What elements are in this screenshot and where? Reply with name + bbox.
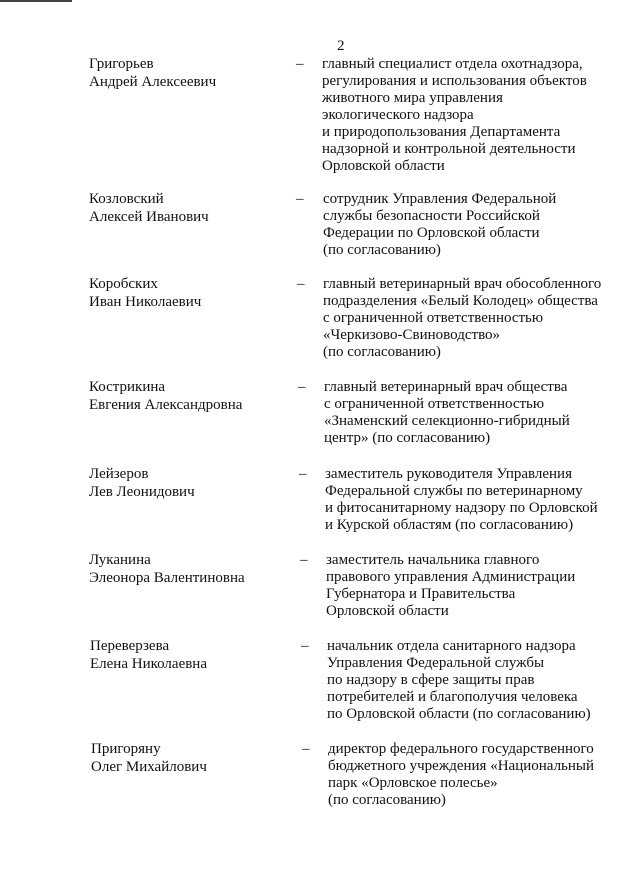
member-name: Пригоряну Олег Михайлович [91,741,207,775]
member-role: сотрудник Управления Федеральной службы безопасности Российской Федерации по Орловской области (по согласованию) [323,191,557,258]
member-name: Переверзева Елена Николаевна [90,638,207,672]
dash-separator: – [298,379,306,395]
member-role: главный ветеринарный врач обособленного подразделения «Белый Колодец» общества с ограниченной ответственностью «Черкизово-Свиноводство» (по согласованию) [323,276,602,360]
member-role: заместитель начальника главного правового управления Администрации Губернатора и Правительства Орловской области [326,552,576,619]
dash-separator: – [296,191,304,207]
member-name: Григорьев Андрей Алексеевич [89,56,217,90]
member-name: Коробских Иван Николаевич [89,276,202,310]
member-name: Луканина Элеонора Валентиновна [89,552,245,586]
dash-separator: – [301,638,309,654]
dash-separator: – [299,466,307,482]
dash-separator: – [302,741,310,757]
member-name: Лейзеров Лев Леонидович [89,466,195,500]
member-role: заместитель руководителя Управления Федеральной службы по ветеринарному и фитосанитарному надзору по Орловской и Курской областям (по согласованию) [325,466,598,533]
member-name: Кострикина Евгения Александровна [89,379,243,413]
member-role: главный ветеринарный врач общества с ограниченной ответственностью «Знаменский селекционно-гибридный центр» (по согласованию) [324,379,570,446]
dash-separator: – [300,552,308,568]
member-role: главный специалист отдела охотнадзора, регулирования и использования объектов животного мира управления экологического надзора и природопользования Департамента надзорной и контрольной деятельности Орловской области [322,56,587,174]
dash-separator: – [296,56,304,72]
member-role: директор федерального государственного бюджетного учреждения «Национальный парк «Орловское полесье» (по согласованию) [328,741,595,808]
member-name: Козловский Алексей Иванович [89,191,209,225]
member-role: начальник отдела санитарного надзора Управления Федеральной службы по надзору в сфере защиты прав потребителей и благополучия человека по Орловской области (по согласованию) [327,638,591,722]
scan-edge-mark [0,0,72,2]
dash-separator: – [297,276,305,292]
page-number: 2 [337,38,345,54]
